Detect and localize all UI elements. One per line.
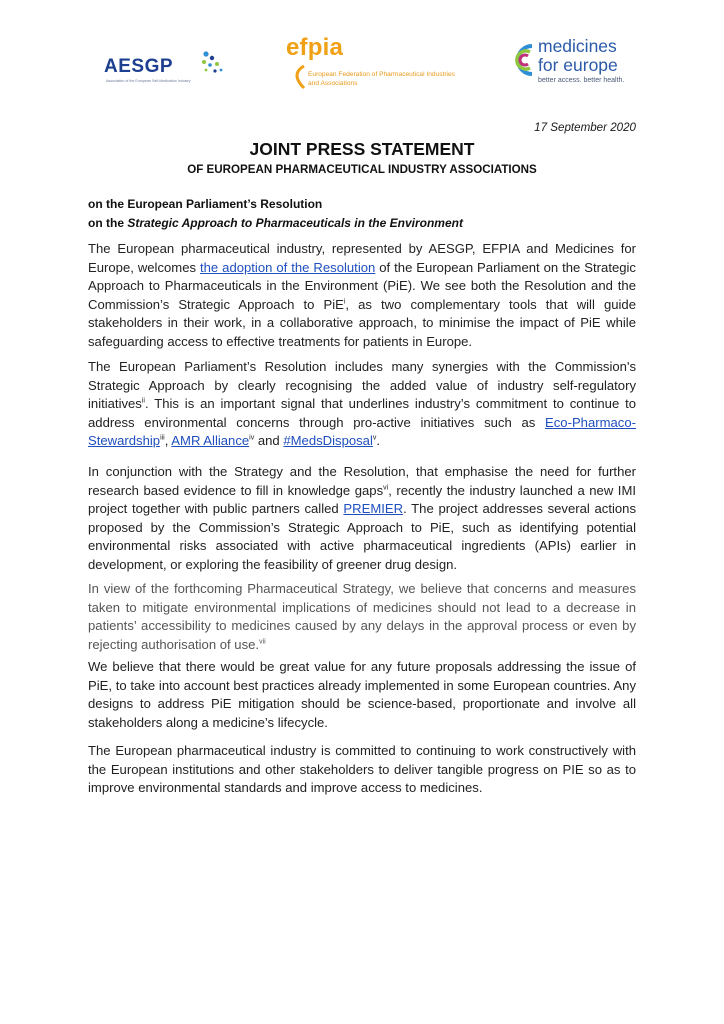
page-title: JOINT PRESS STATEMENT [249, 139, 475, 159]
mfe-wordmark-line1: medicines [538, 36, 617, 56]
footnote-marker-vii: vii [259, 638, 266, 646]
paragraph-5 [88, 658, 636, 732]
p2-text-d: and [254, 433, 284, 449]
p2-text-c: , [164, 433, 172, 449]
resolution-link[interactable]: the adoption of the Resolution [200, 259, 376, 275]
footnote-marker-vi: vi [383, 484, 389, 492]
topic-line-2-prefix: on the [88, 216, 128, 230]
p2-text-a: The European Parliament’s Resolution includes many synergies with the Commission's Strategic Approach by clearly recognising the added value of industry self-regulatory initiatives [88, 359, 636, 412]
footnote-marker-iv: iv [249, 435, 255, 443]
mfe-wordmark-line2: for europe [538, 55, 618, 75]
aesgp-logo [104, 46, 226, 86]
efpia-curve-icon [288, 64, 308, 90]
statement-date: 17 September 2020 [534, 121, 636, 134]
p1-text-a: The European pharmaceutical industry, represented by AESGP, EFPIA and Medicines for Europe, welcomes [88, 241, 636, 275]
efpia-wordmark: efpia [286, 34, 344, 61]
aesgp-wordmark: AESGP [104, 56, 174, 77]
paragraph-2 [88, 358, 636, 451]
footnote-marker-i: i [343, 298, 346, 306]
p1-text-b: of the European Parliament on the Strategic Approach to Pharmaceuticals in the Environment (PiE). We see both the Resolution and the Commission’s Strategic Approach to PiE [88, 259, 636, 312]
p3-text-c: . The project addresses several actions proposed by the Commission’s Strategic Approach to PiE, such as identifying potential environmental risks associated with active pharmaceutical ingredients (APIs) earlier in development, or exploring the feasibility of greener drug design. [88, 501, 637, 572]
efpia-subtitle: European Federation of Pharmaceutical Industries and Associations [308, 71, 455, 87]
meds-disposal-link[interactable]: #MedsDisposal [283, 433, 373, 449]
efpia-logo [284, 34, 464, 94]
amr-alliance-link[interactable]: AMR Alliance [171, 433, 250, 449]
footnote-marker-v: v [372, 435, 377, 443]
topic-line-2-italic: Strategic Approach to Pharmaceuticals in the Environment [127, 216, 463, 230]
mfe-tagline: better access. better health. [538, 77, 625, 84]
p5-text-a: We believe that there would be great value for any future proposals addressing the issue of PiE, to take into account best practices already implemented in some European countries. Any designs to address PiE mitigation should be science-based, proportionate and involve all stakeholders along a medicine’s lifecycle. [88, 659, 636, 730]
topic-line-1: on the European Parliament’s Resolution [88, 197, 323, 211]
p6-text-a: The European pharmaceutical industry is committed to continuing to work constructively with the European institutions and other stakeholders to deliver tangible progress on PIE so as to improve environmental standards and improve access to medicines. [88, 743, 636, 796]
paragraph-3 [88, 463, 636, 575]
p3-text-b: , recently the industry launched a new IMI project together with public partners called [88, 482, 636, 517]
footnote-marker-ii: ii [141, 397, 145, 405]
page-subtitle: OF EUROPEAN PHARMACEUTICAL INDUSTRY ASSOCIATIONS [187, 163, 537, 176]
p1-text-c: , as two complementary tools that will guide stakeholders in their work, in a collaborative approach, to minimise the impact of PiE while safeguarding access to effective treatments for patients in Europe. [88, 296, 636, 349]
premier-link[interactable]: PREMIER [343, 501, 404, 517]
paragraph-4 [88, 580, 636, 654]
paragraph-1 [88, 240, 636, 352]
p2-text-b: . This is an important signal that underlines industry’s commitment to continue to address environmental concerns through pro-active initiatives such as [88, 396, 636, 430]
medicines-for-europe-logo [504, 36, 640, 96]
aesgp-tagline: Association of the European Self-Medication Industry [106, 79, 191, 83]
paragraph-6 [88, 742, 636, 798]
p4-text-a: In view of the forthcoming Pharmaceutical Strategy, we believe that concerns and measures taken to mitigate environmental implications of medicines should not lead to a decrease in patients’ accessibility to medicines caused by any delays in the approval process or even by rejecting authorisation of use. [88, 581, 636, 652]
topic-line-2 [88, 216, 463, 230]
p2-text-e: . [376, 433, 381, 449]
mfe-swirl-icon [504, 40, 538, 80]
eco-pharmaco-stewardship-link[interactable]: Eco-Pharmaco-Stewardship [88, 414, 636, 449]
footnote-marker-iii: iii [160, 435, 165, 443]
p3-text-a: In conjunction with the Strategy and the Resolution, that emphasise the need for further research based evidence to fill in knowledge gaps [88, 464, 636, 498]
aesgp-dots-icon [200, 50, 228, 80]
